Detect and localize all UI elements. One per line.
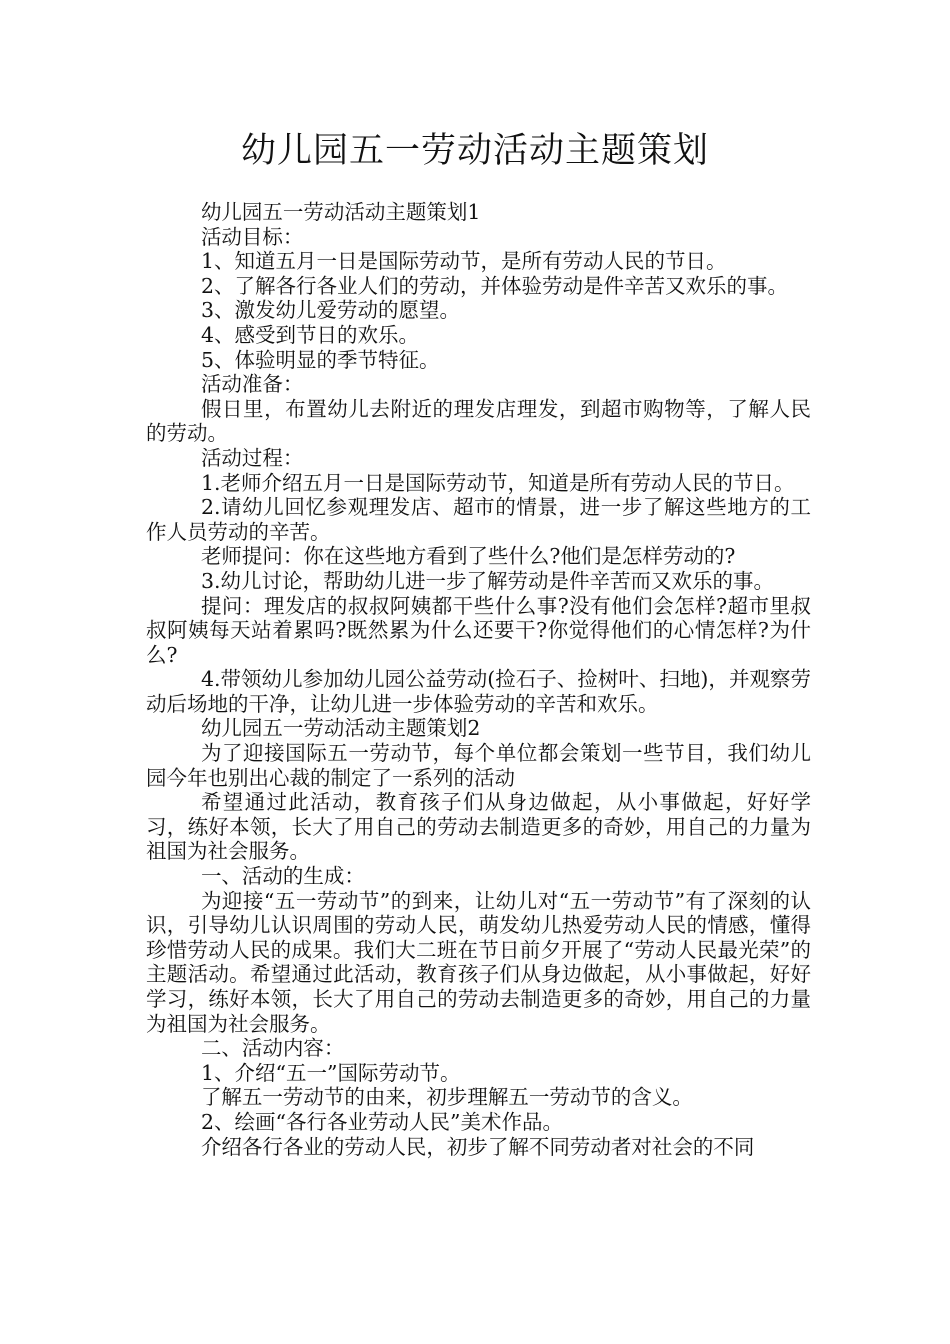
paragraph-process-heading: 活动过程： [200, 445, 304, 470]
paragraph-preparation: 假日里，布置幼儿去附近的理发店理发，到超市购物等，了解人民的劳动。 [146, 396, 811, 446]
paragraph-content-1-detail: 了解五一劳动节的由来，初步理解五一劳动节的含义。 [200, 1085, 693, 1110]
paragraph-process-1: 1.老师介绍五月一日是国际劳动节，知道是所有劳动人民的节日。 [200, 470, 795, 495]
paragraph-goal-4: 4、感受到节日的欢乐。 [200, 322, 419, 347]
paragraph-teacher-question: 老师提问：你在这些地方看到了些什么?他们是怎样劳动的? [200, 544, 736, 569]
paragraph-intro: 为了迎接国际五一劳动节，每个单位都会策划一些节目，我们幼儿园今年也别出心裁的制定了一系列的活动 [146, 741, 811, 790]
paragraph-section-heading-2: 幼儿园五一劳动活动主题策划2 [200, 716, 481, 741]
paragraph-generation: 为迎接“五一劳动节”的到来，让幼儿对“五一劳动节”有了深刻的认识，引导幼儿认识周围的劳动人民，萌发幼儿热爱劳动人民的情感，懂得珍惜劳动人民的成果。我们大二班在节日前夕开展了“劳动人民最光荣”的主题活动。希望通过此活动，教育孩子们从身边做起，从小事做起，好好学习，练好本领，长大了用自己的劳动去制造更多的奇妙，用自己的力量为祖国为社会服务。 [146, 888, 811, 1036]
paragraph-content-2: 2、绘画“各行各业劳动人民”美术作品。 [200, 1109, 563, 1134]
paragraph-content-2-detail: 介绍各行各业的劳动人民，初步了解不同劳动者对社会的不同 [200, 1134, 755, 1159]
paragraph-goal-1: 1、知道五月一日是国际劳动节，是所有劳动人民的节日。 [200, 249, 727, 274]
document-title: 幼儿园五一劳动活动主题策划 [240, 131, 709, 171]
paragraph-goals-heading: 活动目标： [200, 224, 304, 249]
paragraph-process-4: 4.带领幼儿参加幼儿园公益劳动(捡石子、捡树叶、扫地)，并观察劳动后场地的干净，让幼儿进一步体验劳动的辛苦和欢乐。 [146, 667, 811, 716]
paragraph-preparation-heading: 活动准备： [200, 372, 304, 397]
paragraph-goal-3: 3、激发幼儿爱劳动的愿望。 [200, 298, 460, 323]
document-body [146, 200, 811, 1159]
paragraph-process-2: 2.请幼儿回忆参观理发店、超市的情景，进一步了解这些地方的工作人员劳动的辛苦。 [146, 495, 811, 544]
paragraph-goal-5: 5、体验明显的季节特征。 [200, 347, 440, 372]
paragraph-questions: 提问：理发店的叔叔阿姨都干些什么事?没有他们会怎样?超市里叔叔阿姨每天站着累吗?既然累为什么还要干?你觉得他们的心情怎样?为什么? [146, 593, 811, 667]
paragraph-goal-2: 2、了解各行各业人们的劳动，并体验劳动是件辛苦又欢乐的事。 [200, 273, 788, 298]
paragraph-content-1: 1、介绍“五一”国际劳动节。 [200, 1060, 461, 1085]
paragraph-section-heading-1: 幼儿园五一劳动活动主题策划1 [200, 200, 481, 224]
paragraph-process-3: 3.幼儿讨论，帮助幼儿进一步了解劳动是件辛苦而又欢乐的事。 [200, 568, 774, 593]
paragraph-content-heading: 二、活动内容： [200, 1036, 345, 1061]
paragraph-generation-heading: 一、活动的生成： [200, 864, 365, 889]
paragraph-hope: 希望通过此活动，教育孩子们从身边做起，从小事做起，好好学习，练好本领，长大了用自己的劳动去制造更多的奇妙，用自己的力量为祖国为社会服务。 [146, 790, 811, 864]
